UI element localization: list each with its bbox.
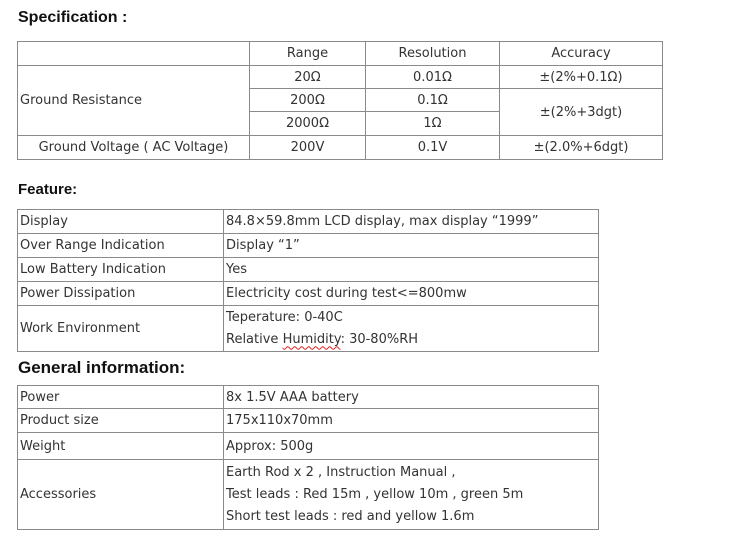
accessories-label: Accessories [18, 460, 224, 530]
range-cell: 200V [250, 136, 366, 160]
accuracy-cell: ±(2%+3dgt) [500, 89, 663, 136]
feature-label: Low Battery Indication [18, 258, 224, 282]
resolution-cell: 1Ω [366, 112, 500, 136]
table-row [18, 282, 599, 306]
table-row [18, 136, 663, 160]
table-row [18, 210, 599, 234]
humidity-line [226, 329, 598, 351]
general-label: Weight [18, 433, 224, 460]
humidity-prefix: Relative [226, 331, 283, 347]
specification-table [17, 41, 663, 160]
general-information-heading: General information: [18, 358, 186, 377]
work-environment-label: Work Environment [18, 306, 224, 352]
specification-heading: Specification : [18, 9, 128, 26]
general-information-table [17, 385, 599, 530]
feature-label: Display [18, 210, 224, 234]
table-row [18, 258, 599, 282]
table-row [18, 460, 599, 530]
resolution-cell: 0.1V [366, 136, 500, 160]
feature-heading: Feature: [18, 181, 78, 198]
table-row [18, 66, 663, 89]
general-label: Product size [18, 409, 224, 433]
temperature-line: Teperature: 0-40C [226, 309, 343, 325]
feature-label: Power Dissipation [18, 282, 224, 306]
general-value: Approx: 500g [224, 433, 599, 460]
accuracy-cell: ±(2%+0.1Ω) [500, 66, 663, 89]
feature-value: Electricity cost during test<=800mw [224, 282, 599, 306]
ground-voltage-label: Ground Voltage ( AC Voltage) [18, 136, 250, 160]
table-row [18, 433, 599, 460]
range-cell: 20Ω [250, 66, 366, 89]
accessories-line: Earth Rod x 2 , Instruction Manual , [226, 464, 456, 480]
table-row [18, 386, 599, 409]
spec-header-range: Range [250, 42, 366, 66]
spec-header-row [18, 42, 663, 66]
table-row [18, 409, 599, 433]
accessories-line: Test leads : Red 15m , yellow 10m , green 5m [226, 486, 524, 502]
table-row [18, 306, 599, 352]
feature-label: Over Range Indication [18, 234, 224, 258]
resolution-cell: 0.01Ω [366, 66, 500, 89]
accuracy-cell: ±(2.0%+6dgt) [500, 136, 663, 160]
spec-header-resolution: Resolution [366, 42, 500, 66]
spellcheck-marked-word: Humidity [282, 331, 341, 347]
ground-resistance-label: Ground Resistance [18, 66, 250, 136]
range-cell: 2000Ω [250, 112, 366, 136]
humidity-suffix: : 30-80%RH [340, 331, 419, 347]
spec-header-empty [18, 42, 250, 66]
accessories-value [224, 460, 599, 530]
resolution-cell: 0.1Ω [366, 89, 500, 112]
accessories-line: Short test leads : red and yellow 1.6m [226, 508, 475, 524]
general-value: 8x 1.5V AAA battery [224, 386, 599, 409]
spec-header-accuracy: Accuracy [500, 42, 663, 66]
table-row [18, 234, 599, 258]
general-label: Power [18, 386, 224, 409]
feature-value: Display “1” [224, 234, 599, 258]
feature-value: 84.8×59.8mm LCD display, max display “1999” [224, 210, 599, 234]
general-value: 175x110x70mm [224, 409, 599, 433]
range-cell: 200Ω [250, 89, 366, 112]
feature-table [17, 209, 599, 352]
feature-value: Yes [224, 258, 599, 282]
work-environment-value [224, 306, 599, 352]
